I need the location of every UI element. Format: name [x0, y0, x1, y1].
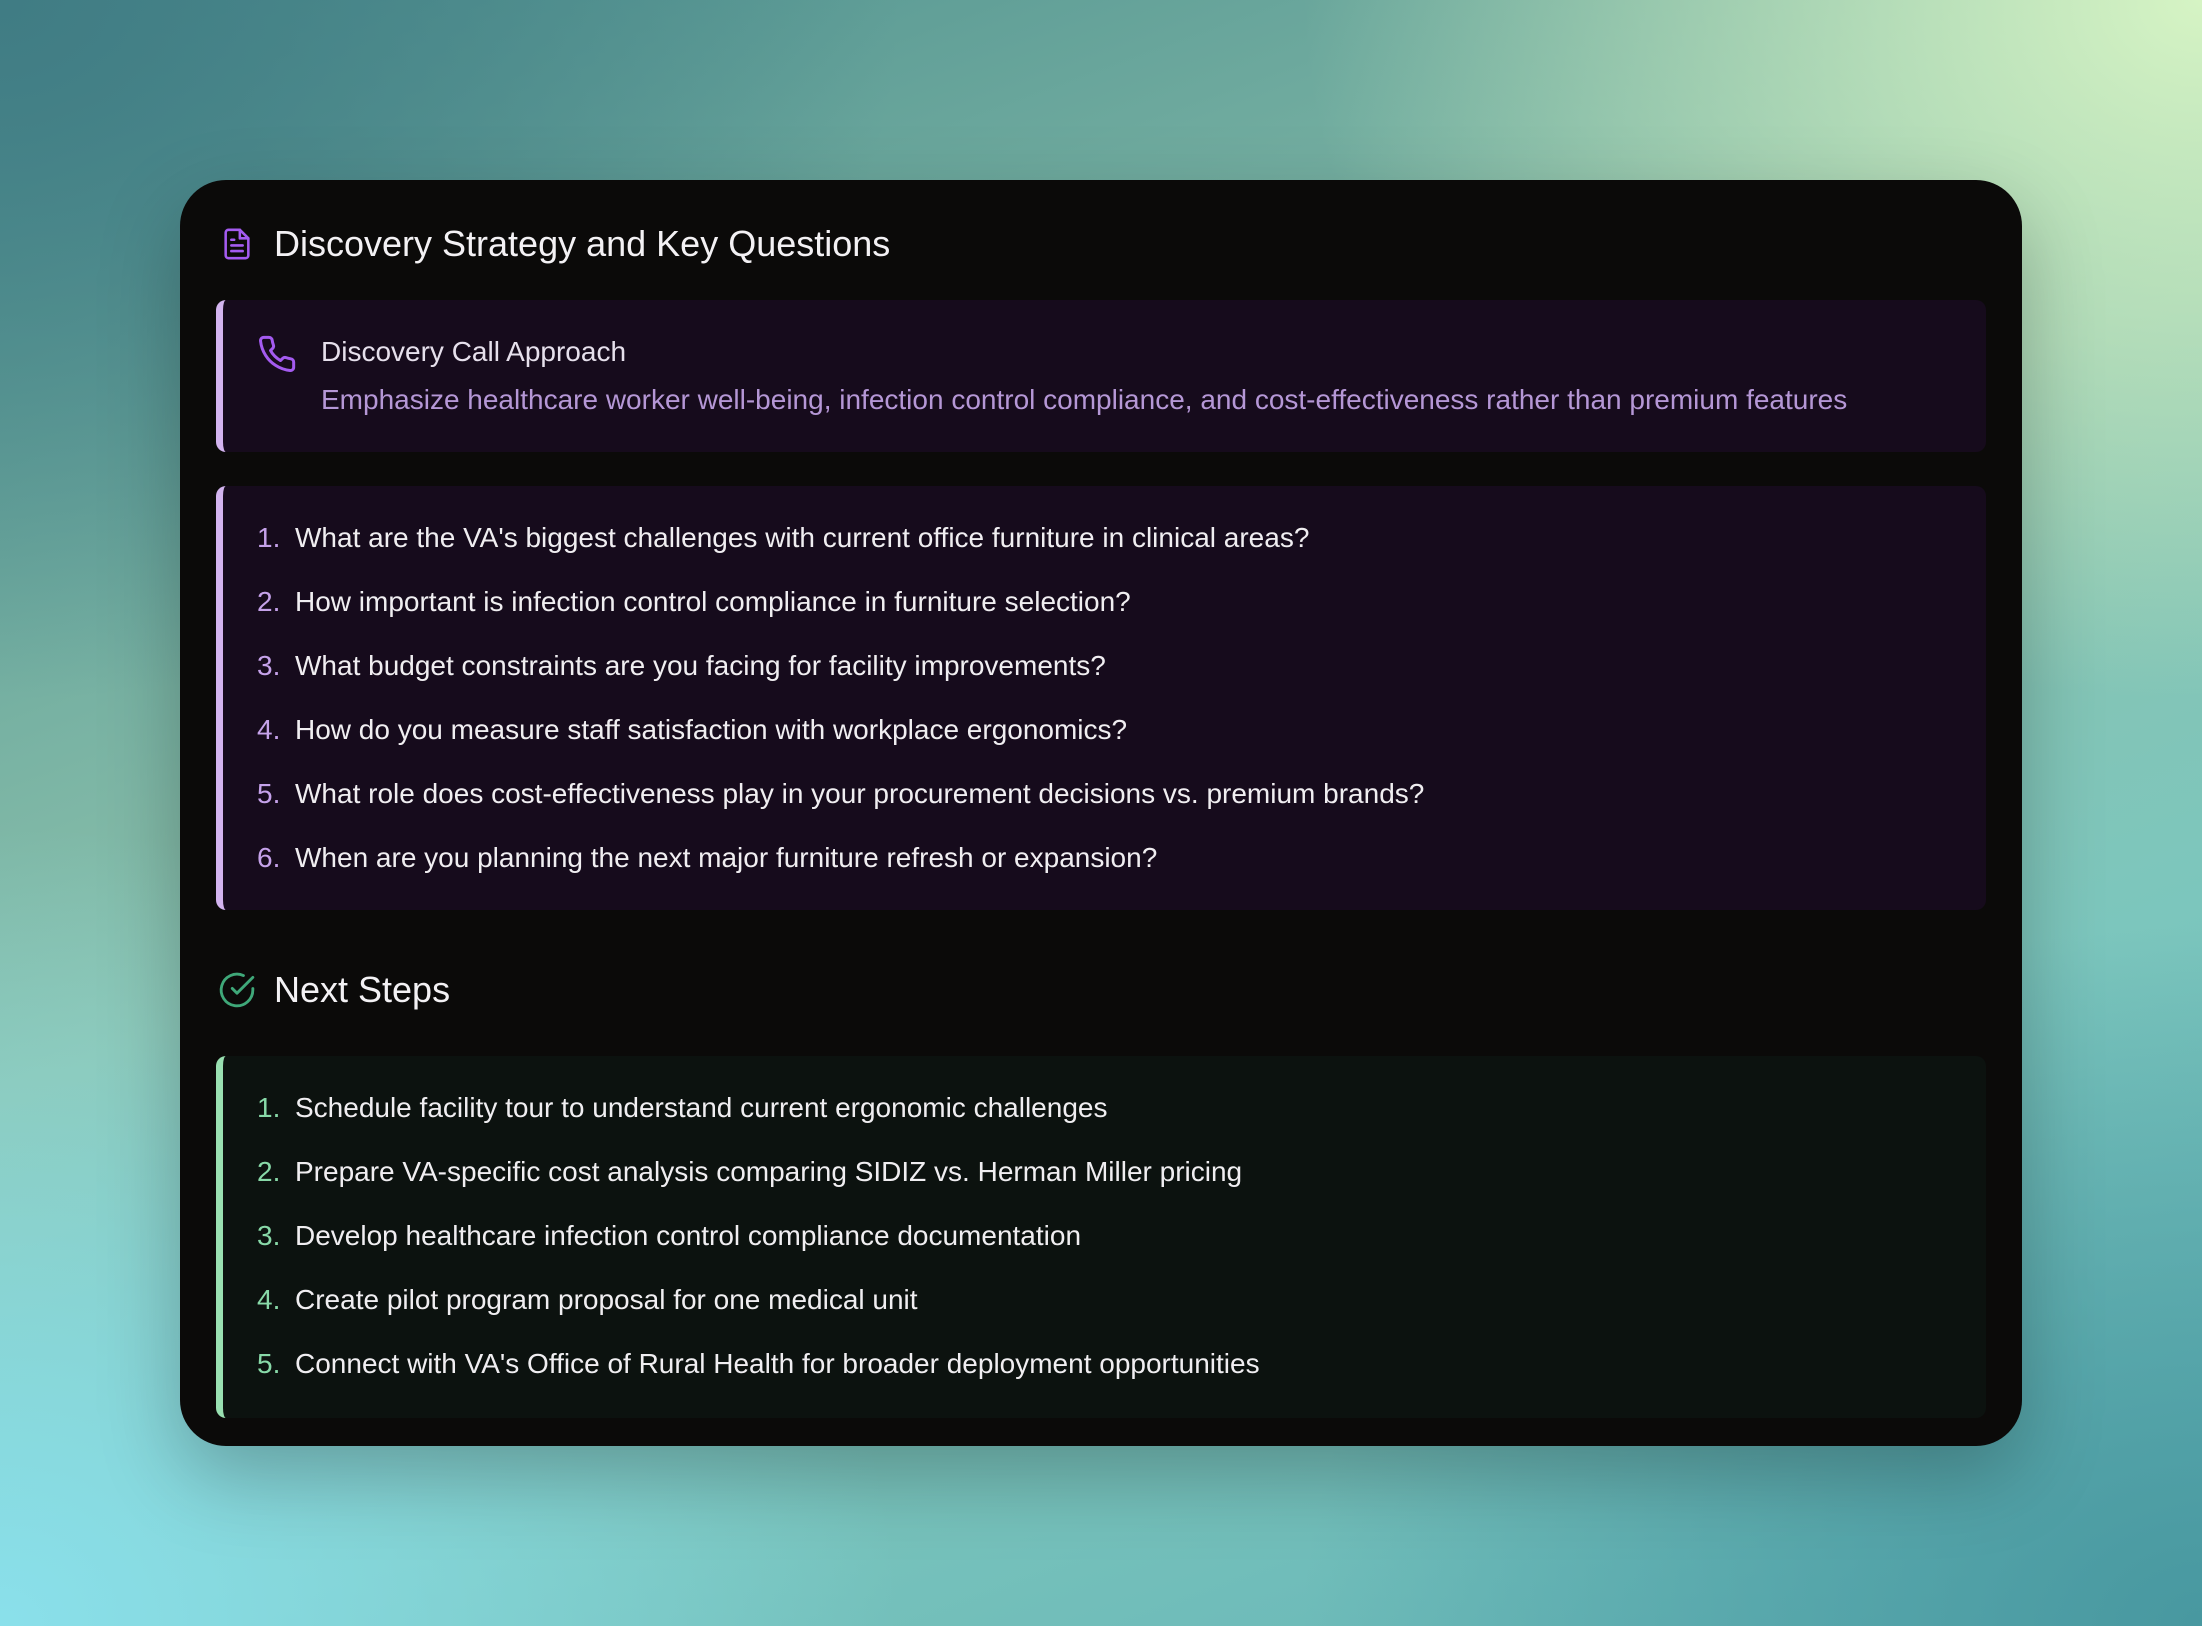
- list-item: [257, 838, 1956, 902]
- document-icon: [218, 225, 256, 263]
- check-circle-icon: [218, 971, 256, 1009]
- item-number: 2.: [257, 1156, 281, 1187]
- list-item: [257, 1344, 1956, 1408]
- item-number: 6.: [257, 842, 281, 873]
- item-text: How important is infection control compliance in furniture selection?: [295, 586, 1131, 617]
- item-text: Prepare VA-specific cost analysis comparing SIDIZ vs. Herman Miller pricing: [295, 1156, 1243, 1187]
- item-text: What are the VA's biggest challenges with current office furniture in clinical areas?: [295, 522, 1310, 553]
- item-number: 1.: [257, 522, 281, 553]
- phone-icon: [257, 334, 299, 376]
- item-text: What budget constraints are you facing for facility improvements?: [295, 650, 1106, 681]
- item-text: Create pilot program proposal for one medical unit: [295, 1284, 918, 1315]
- item-number: 4.: [257, 714, 281, 745]
- item-number: 4.: [257, 1284, 281, 1315]
- key-questions-list: [216, 486, 1986, 910]
- list-item: [257, 1152, 1956, 1216]
- item-text: When are you planning the next major furniture refresh or expansion?: [295, 842, 1158, 873]
- strategy-title: Discovery Strategy and Key Questions: [274, 223, 891, 264]
- item-number: 5.: [257, 1348, 281, 1379]
- list-item: [257, 518, 1956, 582]
- next-steps-header: [216, 962, 1986, 1018]
- next-steps-title: Next Steps: [274, 969, 451, 1010]
- discovery-call-approach: [216, 300, 1986, 452]
- list-item: [257, 1088, 1956, 1152]
- strategy-header: [216, 216, 1986, 272]
- item-number: 3.: [257, 1220, 281, 1251]
- item-text: Develop healthcare infection control compliance documentation: [295, 1220, 1082, 1251]
- list-item: [257, 1280, 1956, 1344]
- item-text: What role does cost-effectiveness play in your procurement decisions vs. premium brands?: [295, 778, 1425, 809]
- next-steps-list: [216, 1056, 1986, 1418]
- item-text: Schedule facility tour to understand current ergonomic challenges: [295, 1092, 1108, 1123]
- item-number: 5.: [257, 778, 281, 809]
- list-item: [257, 1216, 1956, 1280]
- list-item: [257, 582, 1956, 646]
- item-text: How do you measure staff satisfaction with workplace ergonomics?: [295, 714, 1128, 745]
- list-item: [257, 646, 1956, 710]
- approach-title: Discovery Call Approach: [321, 336, 627, 367]
- item-text: Connect with VA's Office of Rural Health for broader deployment opportunities: [295, 1348, 1260, 1379]
- approach-body: Emphasize healthcare worker well-being, infection control compliance, and cost-effectiveness rather than premium features: [321, 384, 1848, 415]
- list-item: [257, 710, 1956, 774]
- item-number: 3.: [257, 650, 281, 681]
- list-item: [257, 774, 1956, 838]
- item-number: 2.: [257, 586, 281, 617]
- discovery-card: [180, 180, 2022, 1446]
- item-number: 1.: [257, 1092, 281, 1123]
